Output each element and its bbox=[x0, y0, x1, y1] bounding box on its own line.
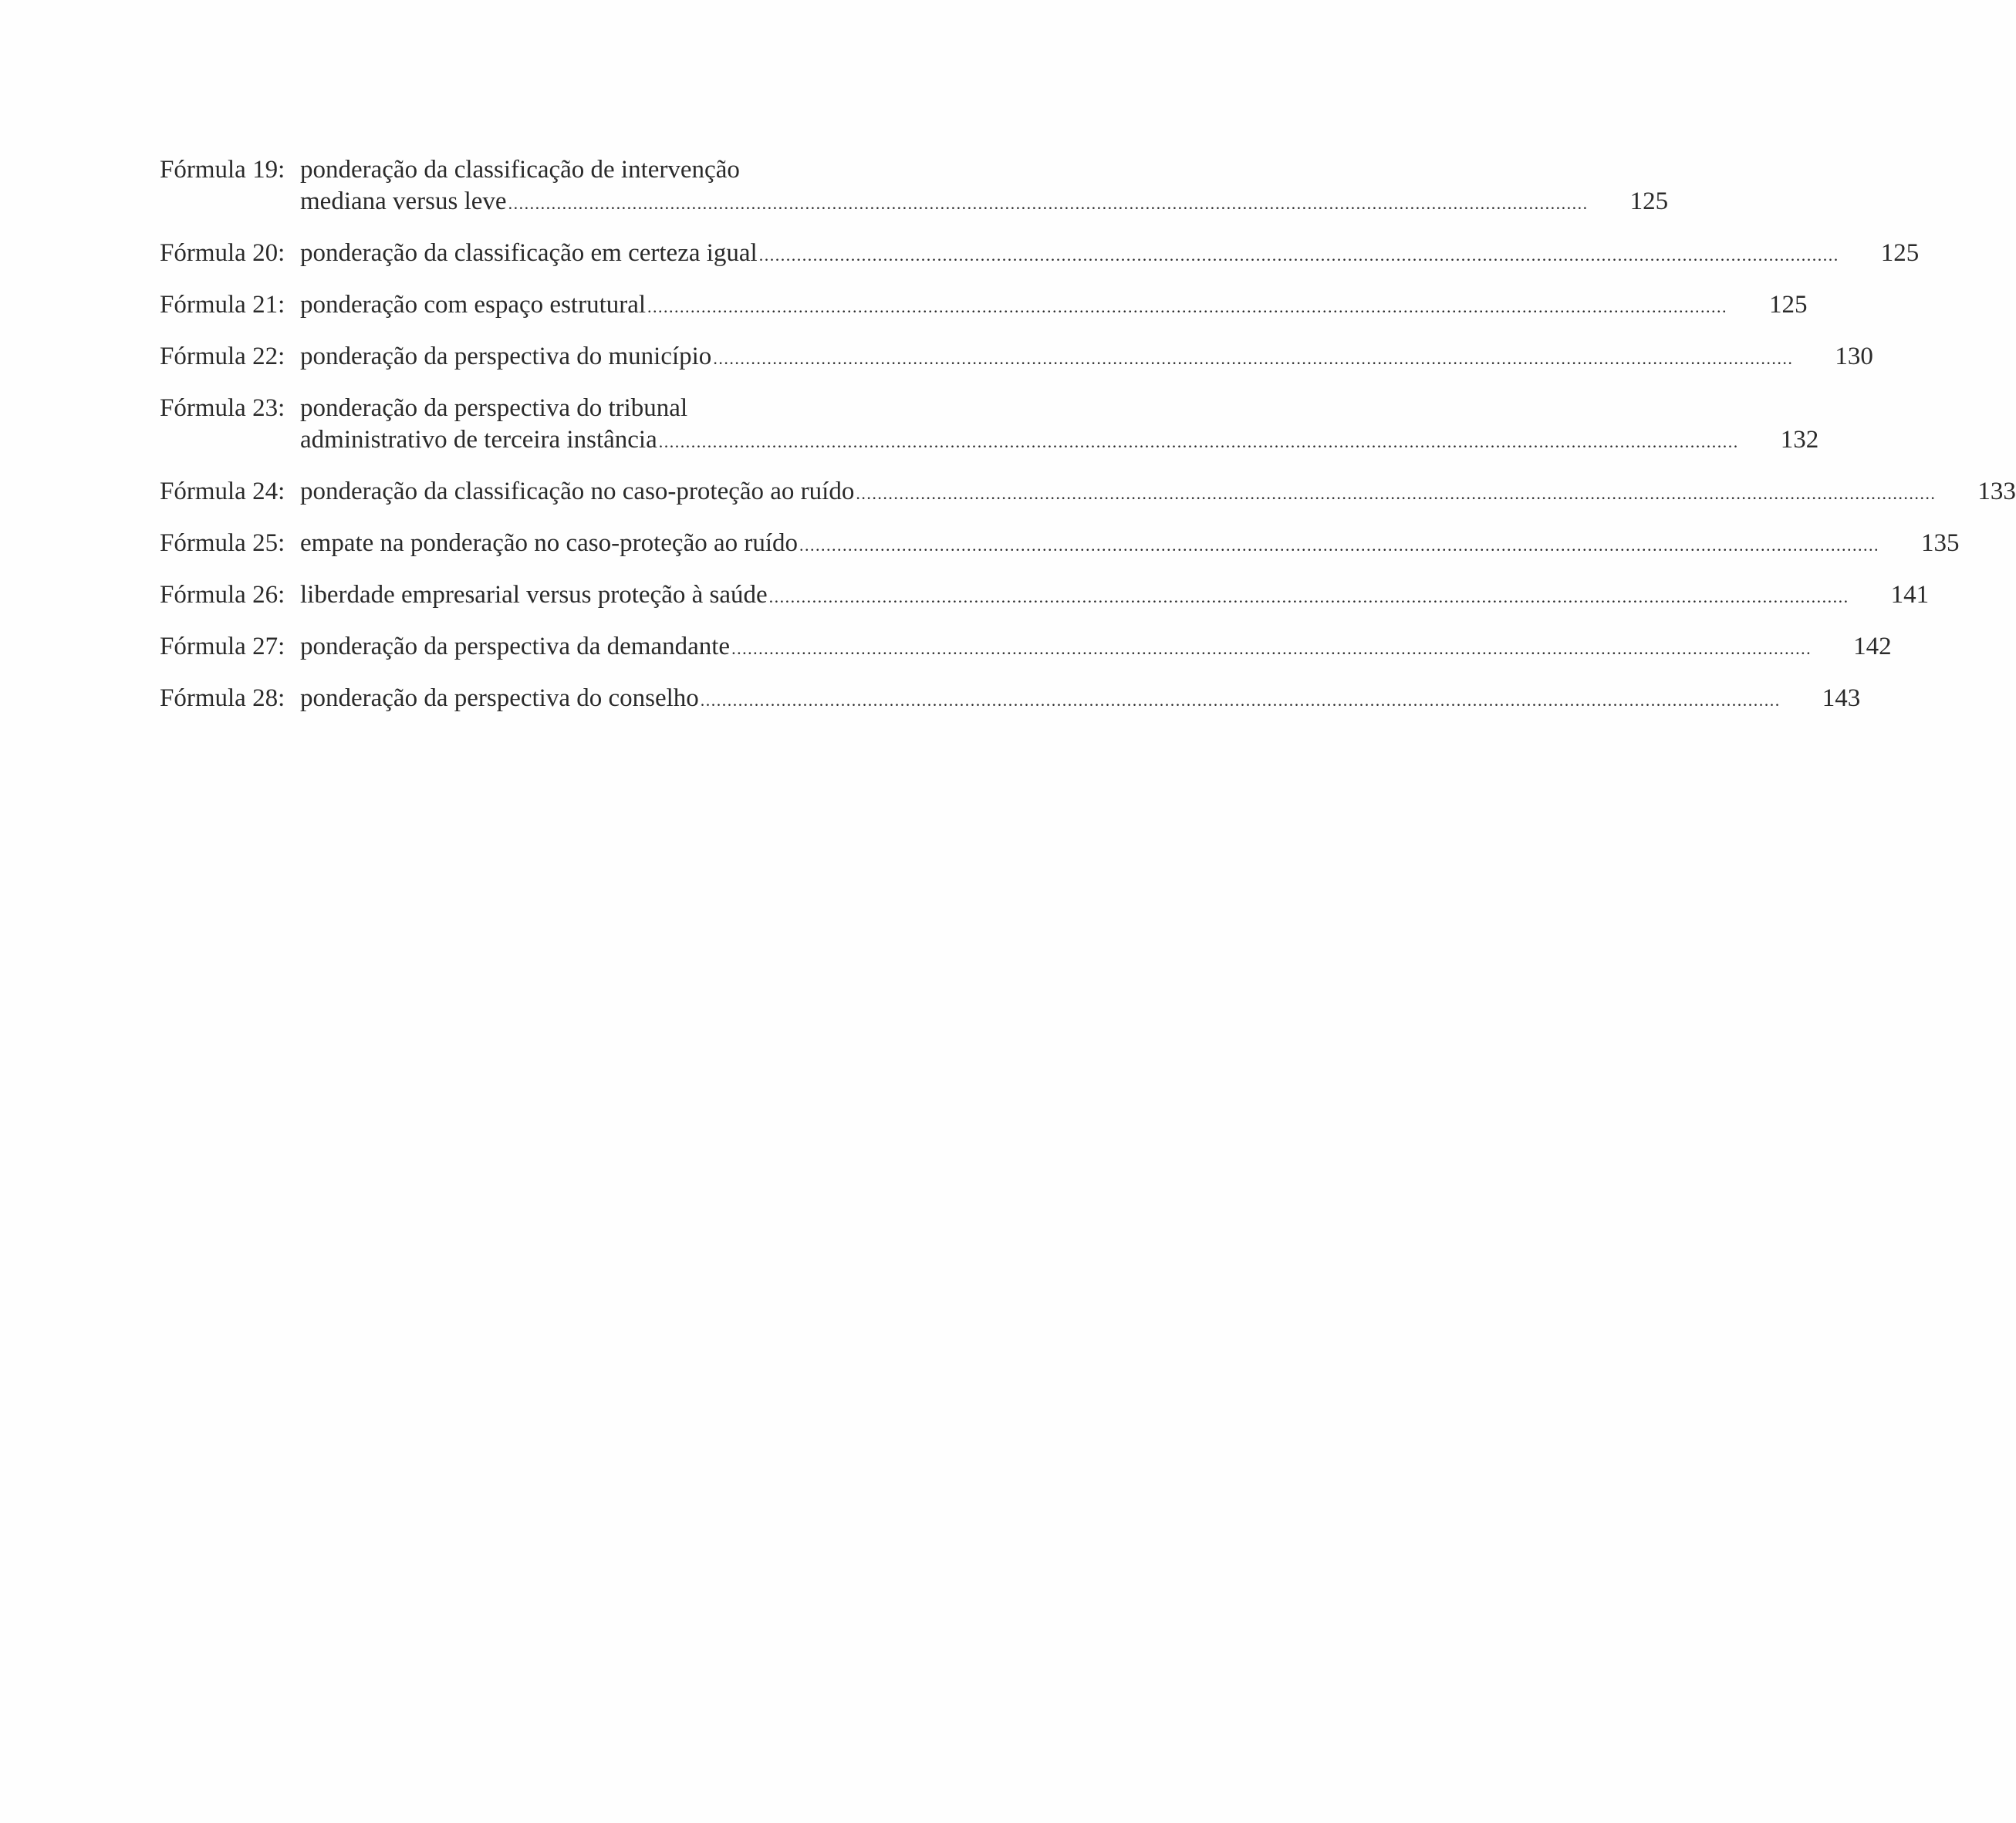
toc-entry[interactable] bbox=[160, 476, 2016, 509]
entry-title: ponderação da perspectiva do tribunal bbox=[300, 394, 688, 422]
page-number[interactable]: 125 bbox=[1880, 239, 1920, 267]
dot-leader: ........................................................................................................................................................................................................ bbox=[508, 194, 1589, 213]
entry-title: mediana versus leve bbox=[300, 187, 507, 215]
dot-leader: ........................................................................................................................................................................................................ bbox=[713, 349, 1794, 368]
entry-line bbox=[300, 528, 1960, 561]
entry-title: ponderação da perspectiva do município bbox=[300, 343, 712, 370]
entry-line bbox=[300, 683, 1861, 716]
toc-entry[interactable] bbox=[160, 579, 1930, 613]
dot-leader: ........................................................................................................................................................................................................ bbox=[647, 297, 1728, 316]
entry-line bbox=[300, 186, 1669, 219]
entry-line bbox=[300, 476, 2016, 509]
dot-leader: ........................................................................................................................................................................................................ bbox=[658, 432, 1739, 451]
entry-label: Fórmula 23: bbox=[160, 394, 285, 422]
entry-label: Fórmula 22: bbox=[160, 343, 285, 370]
entry-label: Fórmula 27: bbox=[160, 633, 285, 660]
entry-title: administrativo de terceira instância bbox=[300, 426, 657, 454]
entry-line bbox=[300, 341, 1873, 374]
dot-leader: ........................................................................................................................................................................................................ bbox=[758, 245, 1839, 265]
dot-leader: ........................................................................................................................................................................................................ bbox=[856, 484, 1937, 503]
page-number[interactable]: 132 bbox=[1780, 426, 1819, 454]
entry-line bbox=[300, 154, 1082, 186]
page-number[interactable]: 130 bbox=[1835, 343, 1873, 370]
entry-line bbox=[300, 579, 1930, 613]
entry-label: Fórmula 21: bbox=[160, 291, 285, 319]
dot-leader: ........................................................................................................................................................................................................ bbox=[799, 535, 1880, 555]
entry-label: Fórmula 28: bbox=[160, 684, 285, 712]
toc-entry[interactable] bbox=[160, 683, 1861, 716]
entry-label: Fórmula 24: bbox=[160, 478, 285, 505]
entry-title: ponderação da classificação em certeza igual bbox=[300, 239, 758, 267]
toc-entry[interactable] bbox=[160, 631, 1892, 664]
toc-entry[interactable] bbox=[160, 528, 1960, 561]
list-of-formulas bbox=[160, 154, 2016, 734]
page-number[interactable]: 133 bbox=[1977, 478, 2016, 505]
entry-title: liberdade empresarial versus proteção à saúde bbox=[300, 581, 768, 609]
entry-line bbox=[300, 424, 1819, 457]
entry-title: ponderação da classificação de intervenção bbox=[300, 156, 740, 184]
page-number[interactable]: 125 bbox=[1769, 291, 1808, 319]
toc-entry[interactable] bbox=[160, 238, 1920, 271]
entry-label: Fórmula 19: bbox=[160, 156, 285, 184]
entry-label: Fórmula 20: bbox=[160, 239, 285, 267]
entry-title: ponderação da perspectiva do conselho bbox=[300, 684, 699, 712]
page-number[interactable]: 141 bbox=[1890, 581, 1930, 609]
dot-leader: ........................................................................................................................................................................................................ bbox=[731, 639, 1812, 658]
toc-entry[interactable] bbox=[160, 154, 1669, 219]
toc-entry[interactable] bbox=[160, 393, 1819, 457]
entry-title: ponderação da classificação no caso-proteção ao ruído bbox=[300, 478, 855, 505]
entry-title: empate na ponderação no caso-proteção ao ruído bbox=[300, 529, 799, 557]
page-number[interactable]: 125 bbox=[1629, 187, 1669, 215]
page-number[interactable]: 142 bbox=[1853, 633, 1892, 660]
entry-title: ponderação da perspectiva da demandante bbox=[300, 633, 731, 660]
dot-leader: ........................................................................................................................................................................................................ bbox=[768, 587, 1849, 606]
toc-entry[interactable] bbox=[160, 289, 1808, 322]
page-number[interactable]: 143 bbox=[1822, 684, 1861, 712]
entry-line bbox=[300, 238, 1920, 271]
page-number[interactable]: 135 bbox=[1921, 529, 1960, 557]
entry-line bbox=[300, 631, 1892, 664]
entry-label: Fórmula 25: bbox=[160, 529, 285, 557]
toc-entry[interactable] bbox=[160, 341, 1873, 374]
entry-line bbox=[300, 393, 1082, 424]
dot-leader: ........................................................................................................................................................................................................ bbox=[700, 690, 1781, 710]
entry-label: Fórmula 26: bbox=[160, 581, 285, 609]
entry-title: ponderação com espaço estrutural bbox=[300, 291, 647, 319]
entry-line bbox=[300, 289, 1808, 322]
